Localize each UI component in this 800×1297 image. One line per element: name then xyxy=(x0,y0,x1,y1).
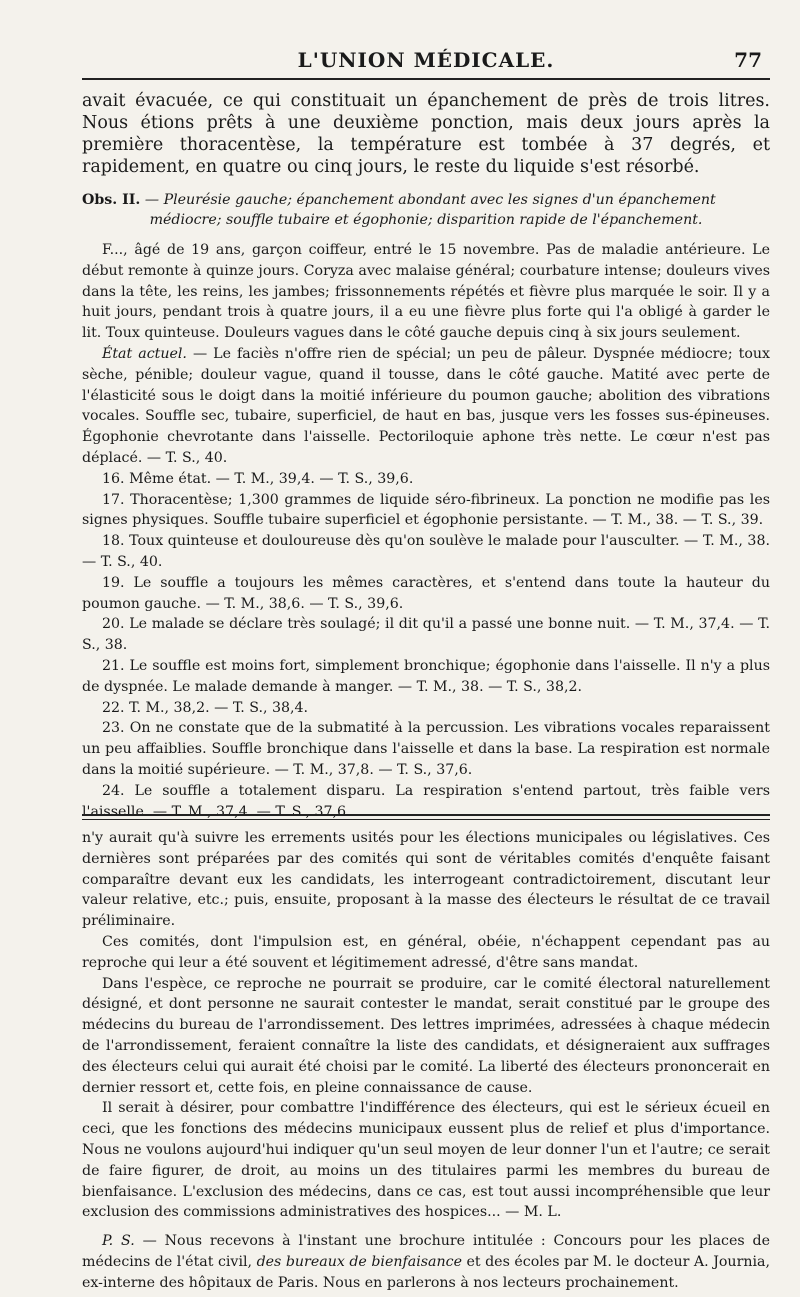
postscript-label: P. S. xyxy=(102,1233,135,1250)
day-entry: 22. T. M., 38,2. — T. S., 38,4. xyxy=(102,699,309,716)
observation-title-line1: — Pleurésie gauche; épanchement abondant avec les signes d'un épanchement xyxy=(144,192,716,208)
header-rule xyxy=(82,78,770,80)
patient-history: F..., âgé de 19 ans, garçon coiffeur, entré le 15 novembre. Pas de maladie antérieure. Le début remonte à quinze jours. Coryza avec malaise général; courbature intense; douleurs vives dans la tête, les reins, les jambes; frissonnements répétés et fièvre plus marquée le soir. Il y a huit jours, pendant trois à quatre jours, il a eu une fièvre plus forte qui l'a obligé à garder le lit. Toux quinteuse. Douleurs vagues dans le côté gauche depuis cinq à six jours seulement. xyxy=(82,242,770,342)
observation-number: Obs. II. xyxy=(82,192,141,208)
day-entry: 17. Thoracentèse; 1,300 grammes de liquide séro-fibrineux. La ponction ne modifie pas les signes physiques. Souffle tubaire superficiel et égophonie persistante. — T. M., 38. — T. S., 39. xyxy=(82,491,770,529)
section-rule-bottom xyxy=(82,819,770,820)
running-title: L'UNION MÉDICALE. xyxy=(297,48,555,72)
day-entry: 19. Le souffle a toujours les mêmes caractères, et s'entend dans toute la hauteur du poumon gauche. — T. M., 38,6. — T. S., 39,6. xyxy=(82,574,770,612)
article-paragraph: Ces comités, dont l'impulsion est, en général, obéie, n'échappent cependant pas au reproche qui leur a été souvent et légitimement adressé, d'être sans mandat. xyxy=(82,933,770,971)
observation-title-line2: médiocre; souffle tubaire et égophonie; disparition rapide de l'épanchement. xyxy=(149,212,703,228)
article-block xyxy=(82,828,770,1294)
day-entry: 18. Toux quinteuse et douloureuse dès qu'on soulève le malade pour l'ausculter. — T. M., 38. — T. S., 40. xyxy=(82,533,770,570)
running-head xyxy=(82,44,770,74)
postscript-text-after: et des écoles par M. le docteur A. Journia, ex-interne des hôpitaux de Paris. Nous en parlerons à nos lecteurs prochainement. xyxy=(82,1253,770,1291)
intro-paragraph: avait évacuée, ce qui constituait un épanchement de près de trois litres. Nous étions prêts à une deuxième ponction, mais deux jours après la première thoracentèse, la température est tombée à 37 degrés, et rapidement, en quatre ou cinq jours, le reste du liquide s'est résorbé. xyxy=(82,91,770,177)
day-entry: 16. Même état. — T. M., 39,4. — T. S., 39,6. xyxy=(102,470,414,487)
observation-block xyxy=(82,190,770,822)
day-entry: 20. Le malade se déclare très soulagé; il dit qu'il a passé une bonne nuit. — T. M., 37,4. — T. S., 38. xyxy=(82,616,770,654)
day-entry: 24. Le souffle a totalement disparu. La respiration s'entend partout, très faible vers l'aisselle. — T. M., 37,4. — T. S., 37,6. xyxy=(82,782,770,820)
postscript xyxy=(82,1231,770,1293)
intro-block xyxy=(82,90,770,178)
article-paragraph: Dans l'espèce, ce reproche ne pourrait se produire, car le comité électoral naturellement désigné, et dont personne ne saurait contester le mandat, serait constitué par le groupe des médecins du bureau de l'arrondissement. Des lettres imprimées, adressées à chaque médecin de l'arrondissement, feraient connaître la liste des candidats, et désigneraient aux suffrages des électeurs celui qui aurait été choisi par le comité. La liberté des électeurs prononcerait en dernier ressort et, cette fois, en pleine connaissance de cause. xyxy=(82,975,770,1096)
etat-actuel xyxy=(82,344,770,469)
article-paragraph: n'y aurait qu'à suivre les errements usités pour les élections municipales ou législatives. Ces dernières sont préparées par des comités qui sont de véritables comités d'enquête faisant comparaître devant eux les candidats, les interrogeant contradictoirement, discutant leur valeur relative, etc.; puis, ensuite, proposant à la masse des électeurs le résultat de ce travail préliminaire. xyxy=(82,830,770,930)
observation-heading xyxy=(82,190,770,230)
postscript-text-before: — Nous recevons à l'instant une brochure intitulée : Concours pour les places de médecins de l'état civil, xyxy=(82,1233,770,1270)
etat-actuel-label: État actuel. xyxy=(102,345,187,362)
article-paragraph: Il serait à désirer, pour combattre l'indifférence des électeurs, qui est le sérieux écueil en ceci, que les fonctions des médecins municipaux eussent plus de relief et plus d'importance. Nous ne voulons aujourd'hui indiquer qu'un seul moyen de leur donner l'un et l'autre; ce serait de faire figurer, de droit, au moins un des titulaires parmi les membres du bureau de bienfaisance. L'exclusion des médecins, dans ce cas, est tout aussi incompréhensible que leur exclusion des commissions administratives des hospices... — M. L. xyxy=(82,1100,770,1221)
etat-actuel-text: — Le faciès n'offre rien de spécial; un peu de pâleur. Dyspnée médiocre; toux sèche, pénible; douleur vague, quand il tousse, dans le côté gauche. Matité avec perte de l'élasticité sous le doigt dans la moitié inférieure du poumon gauche; abolition des vibrations vocales. Souffle sec, tubaire, superficiel, de haut en bas, jusque vers les fosses sus-épineuses. Égophonie chevrotante dans l'aisselle. Pectoriloquie aphone très nette. Le cœur n'est pas déplacé. — T. S., 40. xyxy=(82,345,770,466)
day-entry: 23. On ne constate que de la submatité à la percussion. Les vibrations vocales reparaissent un peu affaiblies. Souffle bronchique dans l'aisselle et dans la base. La respiration est normale dans la moitié supérieure. — T. M., 37,8. — T. S., 37,6. xyxy=(82,720,770,778)
section-rule-top xyxy=(82,814,770,816)
day-entry: 21. Le souffle est moins fort, simplement bronchique; égophonie dans l'aisselle. Il n'y a plus de dyspnée. Le malade demande à manger. — T. M., 38. — T. S., 38,2. xyxy=(82,657,770,695)
page-number: 77 xyxy=(734,48,762,72)
postscript-italic: des bureaux de bienfaisance xyxy=(256,1253,462,1270)
